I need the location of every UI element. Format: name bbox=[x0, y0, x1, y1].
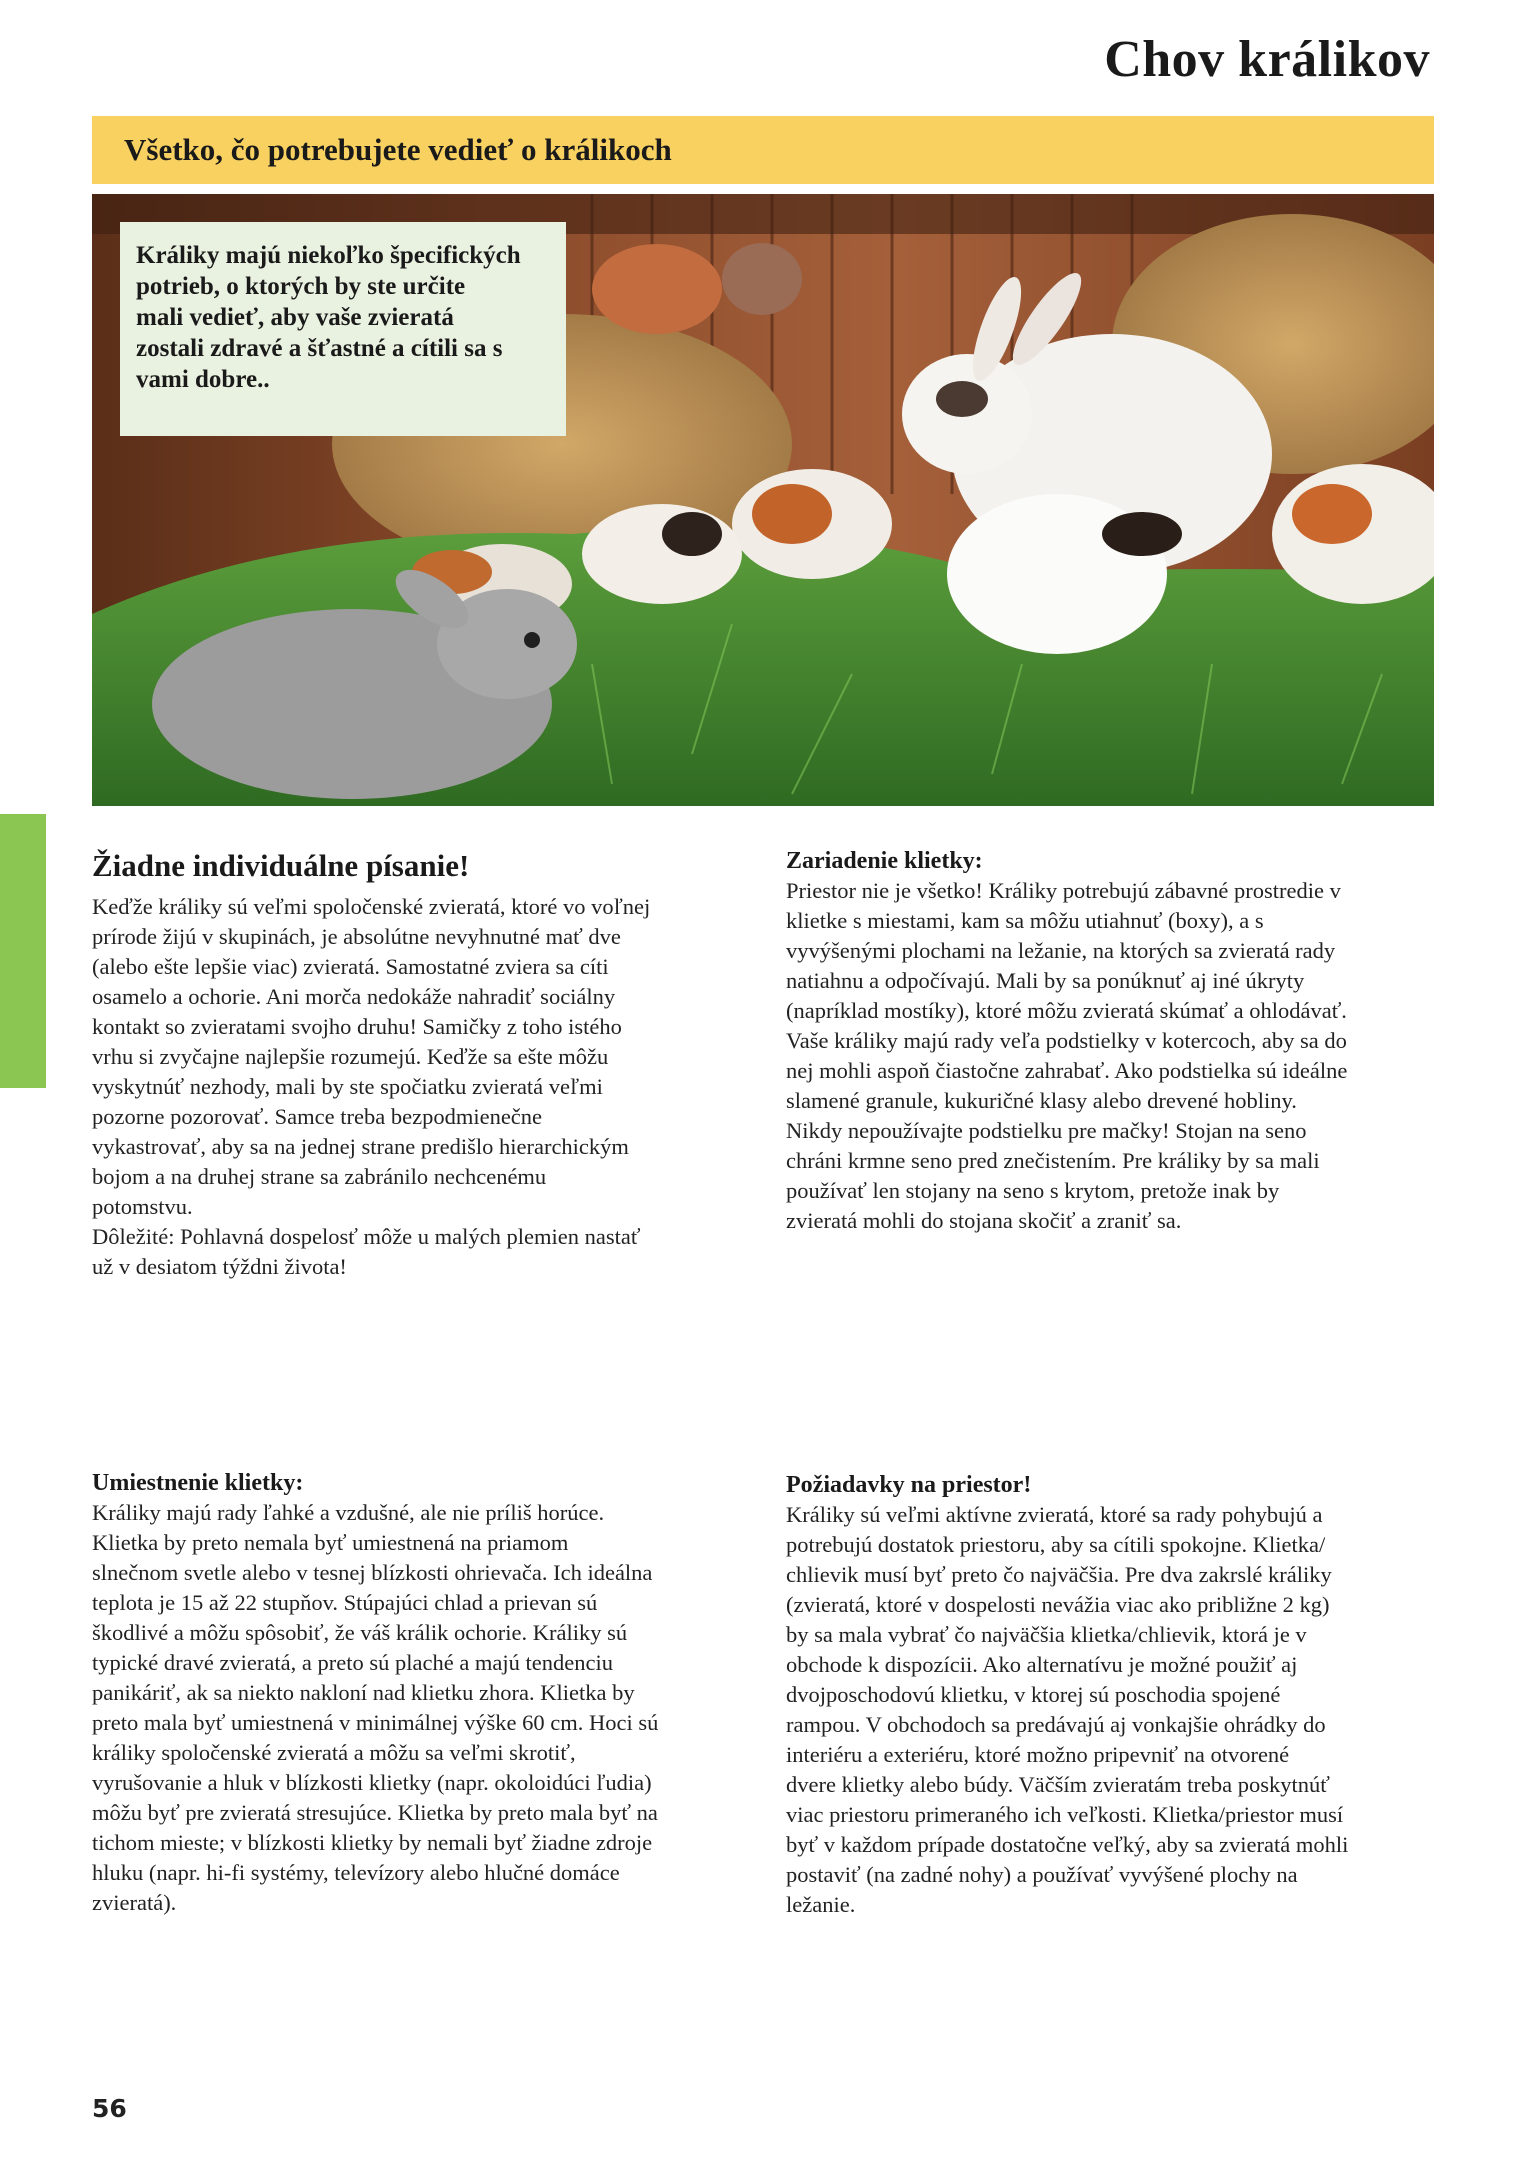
intro-text: Králiky majú niekoľko špecifických potrieb, o ktorých by ste určite mali vedieť, aby vaše zvieratá zostali zdravé a šťastné a cítili sa s vami dobre.. bbox=[136, 242, 521, 393]
chapter-tab bbox=[0, 814, 46, 1088]
section-heading: Zariadenie klietky: bbox=[786, 848, 983, 874]
page-title: Chov králikov bbox=[1104, 31, 1430, 88]
section-heading: Požiadavky na priestor! bbox=[786, 1472, 1032, 1498]
section-social bbox=[92, 846, 742, 1282]
section-space-requirements bbox=[786, 1470, 1446, 1920]
page-number: 56 bbox=[92, 2094, 127, 2123]
section-heading: Umiestnenie klietky: bbox=[92, 1470, 304, 1496]
section-banner: Všetko, čo potrebujete vedieť o králikoch bbox=[92, 116, 1434, 184]
section-body: Králiky majú rady ľahké a vzdušné, ale nie príliš horúce. Klietka by preto nemala byť umiestnená na priamom slnečnom svetle alebo v tesnej blízkosti ohrievača. Ich ideálna teplota je 15 až 22 stupňov. Stúpajúci chlad a prievan sú škodlivé a môžu spôsobiť, že váš králik ochorie. Králiky sú typické dravé zvieratá, a preto sú plaché a majú tendenciu panikáriť, ak sa niekto nakloní nad klietku zhora. Klietka by preto mala byť umiestnená v minimálnej výške 60 cm. Hoci sú králiky spoločenské zvieratá a môžu sa veľmi skrotiť, vyrušovanie a hluk v blízkosti klietky (napr. okoloidúci ľudia) môžu byť pre zvieratá stresujúce. Klietka by preto mala byť na tichom mieste; v blízkosti klietky by nemali byť žiadne zdroje hluku (napr. hi-fi systémy, televízory alebo hlučné domáce zvieratá). bbox=[92, 1500, 659, 1915]
section-heading: Žiadne individuálne písanie! bbox=[92, 848, 470, 883]
section-cage-setup bbox=[786, 846, 1446, 1236]
section-body: Keďže králiky sú veľmi spoločenské zvieratá, ktoré vo voľnej prírode žijú v skupinách, je absolútne nevyhnutné mať dve (alebo ešte lepšie viac) zvieratá. Samostatné zviera sa cíti osamelo a ochorie. Ani morča nedokáže nahradiť sociálny kontakt so zvieratami svojho druhu! Samičky z toho istého vrhu si zvyčajne najlepšie rozumejú. Keďže sa ešte môžu vyskytnúť nezhody, mali by ste spočiatku zvieratá veľmi pozorne pozorovať. Samce treba bezpodmienečne vykastrovať, aby sa na jednej strane predišlo hierarchickým bojom a na druhej strane sa zabránilo nechcenému potomstvu. Dôležité: Pohlavná dospelosť môže u malých plemien nastať už v desiatom týždni života! bbox=[92, 894, 651, 1279]
intro-callout bbox=[120, 222, 566, 436]
section-body: Králiky sú veľmi aktívne zvieratá, ktoré sa rady pohybujú a potrebujú dostatok priestoru, aby sa cítili spokojne. Klietka/ chlievik musí byť preto čo najväčšia. Pre dva zakrslé králiky (zvieratá, ktoré v dospelosti nevážia viac ako približne 2 kg) by sa mala vybrať čo najväčšia klietka/chlievik, ktorá je v obchode k dispozícii. Ako alternatívu je možné použiť aj dvojposchodovú klietku, v ktorej sú poschodia spojené rampou. V obchodoch sa predávajú aj vonkajšie ohrádky do interiéru a exteriéru, ktoré možno pripevniť na otvorené dvere klietky alebo búdy. Väčším zvieratám treba poskytnúť viac priestoru primeraného ich veľkosti. Klietka/priestor musí byť v každom prípade dostatočne veľký, aby sa zvieratá mohli postaviť (na zadné nohy) a používať vyvýšené plochy na ležanie. bbox=[786, 1502, 1349, 1917]
section-body: Priestor nie je všetko! Králiky potrebujú zábavné prostredie v klietke s miestami, kam sa môžu utiahnuť (boxy), a s vyvýšenými plochami na ležanie, na ktorých sa zvieratá rady natiahnu a odpočívajú. Mali by sa ponúknuť aj iné úkryty (napríklad mostíky), ktoré môžu zvieratá skúmať a ohlodávať. Vaše králiky majú rady veľa podstielky v kotercoch, aby sa do nej mohli aspoň čiastočne zahrabať. Ako podstielka sú ideálne slamené granule, kukuričné klasy alebo drevené hobliny. Nikdy nepoužívajte podstielku pre mačky! Stojan na seno chráni krmne seno pred znečistením. Pre králiky by sa mali používať len stojany na seno s krytom, pretože inak by zvieratá mohli do stojana skočiť a zraniť sa. bbox=[786, 878, 1348, 1233]
section-cage-placement bbox=[92, 1468, 752, 1918]
